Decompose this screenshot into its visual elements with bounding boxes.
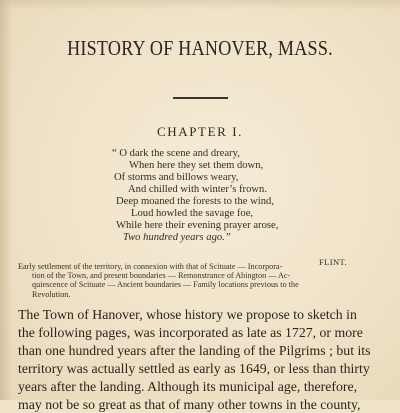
poem-line: “ O dark the scene and dreary, [112,148,240,159]
poem-line: When here they set them down, [129,160,264,171]
body-line: may not be so great as that of many other towns in the county, [18,397,361,412]
poem-line: Two hundred years ago.” [123,232,231,243]
poem-line: Of storms and billows weary, [114,172,239,183]
summary-line: Revolution. [32,289,71,299]
poem-line: And chilled with winter’s frown. [128,184,267,195]
summary-line: Early settlement of the territory, in connexion with that of Scituate — Incorpora- [18,262,283,271]
body-line: The Town of Hanover, whose history we propose to sketch in [18,307,357,322]
body-line: years after the landing. Although its municipal age, therefore, [18,379,358,394]
poem-line: Loud howled the savage foe, [131,208,254,219]
summary-line: quiescence of Scituate — Ancient boundaries — Family locations previous to the [32,280,299,290]
body-line: the following pages, was incorporated as late as 1727, or more [18,325,363,340]
body-line: territory was actually settled as early as 1649, or less than thirty [18,361,370,376]
page-binding-shadow [0,0,12,400]
page-top-shadow [0,0,400,10]
body-line: than one hundred years after the landing of the Pilgrims ; but its [18,343,371,358]
poem-attribution: FLINT. [319,257,347,267]
poem-line: While here their evening prayer arose, [116,220,279,231]
poem-line: Deep moaned the forests to the wind, [116,196,274,207]
chapter-heading: CHAPTER I. [156,124,244,139]
title-divider [173,97,228,99]
page-title: HISTORY OF HANOVER, MASS. [67,36,333,60]
summary-line: tion of the Town, and present boundaries — Remonstrance of Abington — Ac- [32,271,291,281]
chapter-summary [18,262,378,299]
